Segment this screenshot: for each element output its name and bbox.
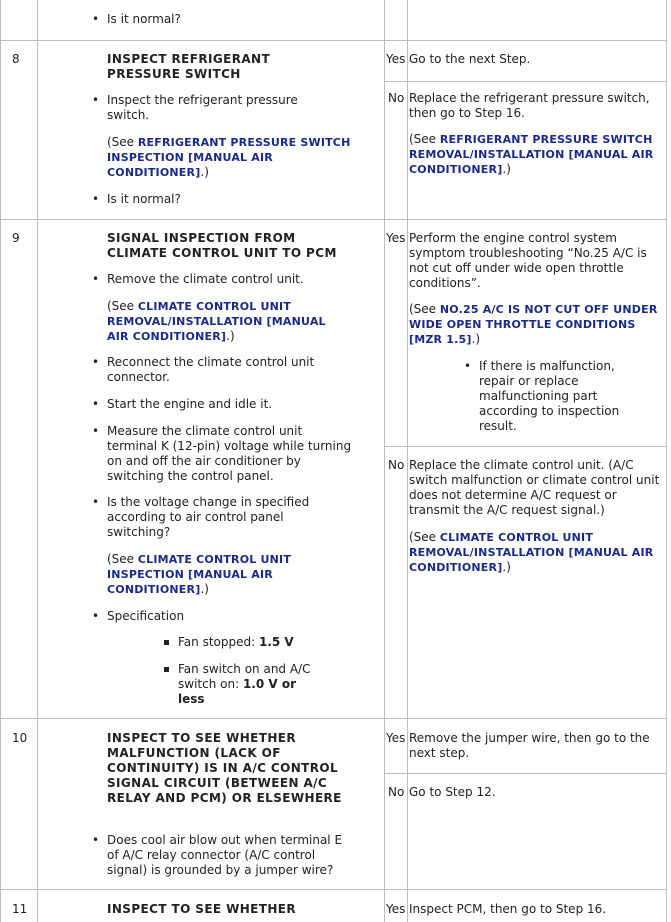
no-label: No xyxy=(388,458,405,472)
yes-action: Go to the next Step. xyxy=(409,52,531,66)
no-action: Replace the climate control unit. (A/C switch malfunction or climate control unit does not determine A/C request or transmit the A/C request signal.) xyxy=(409,458,660,517)
climate-unit-inspection-link[interactable]: CLIMATE CONTROL UNIT INSPECTION [MANUAL AIR CONDITIONER] xyxy=(107,553,292,596)
row-divider xyxy=(0,219,667,220)
step-title: INSPECT REFRIGERANT PRESSURE SWITCH xyxy=(107,52,271,81)
no-label: No xyxy=(388,785,405,799)
yes-label: Yes xyxy=(386,52,406,66)
subrow-divider xyxy=(384,773,667,774)
question-text: • Is it normal? xyxy=(107,12,181,27)
step-number: 10 xyxy=(12,731,28,745)
step-action: • Remove the climate control unit. xyxy=(107,272,357,287)
table-border-right xyxy=(666,0,667,922)
step-title: INSPECT TO SEE WHETHER MALFUNCTION (LACK OF CONTINUITY) IS IN A/C CONTROL SIGNAL CIRCUIT (BETWEEN A/C RELAY AND PCM) OR ELSEWHERE xyxy=(107,731,342,805)
row-divider xyxy=(0,718,667,719)
step-action: • Start the engine and idle it. xyxy=(107,397,357,412)
step-number: 11 xyxy=(12,902,28,916)
spec-item: Fan stopped: 1.5 V xyxy=(178,635,348,650)
step-number: 8 xyxy=(12,52,20,66)
sub-action: • If there is malfunction, repair or replace malfunctioning part according to inspection result. xyxy=(479,359,639,434)
step-action: • Reconnect the climate control unit connector. xyxy=(107,355,337,385)
yes-label: Yes xyxy=(386,731,406,745)
question-text: • Is it normal? xyxy=(107,192,181,207)
refrigerant-switch-removal-link[interactable]: REFRIGERANT PRESSURE SWITCH REMOVAL/INSTALLATION [MANUAL AIR CONDITIONER] xyxy=(409,133,654,176)
column-divider-action xyxy=(407,0,408,922)
refrigerant-switch-inspection-link[interactable]: REFRIGERANT PRESSURE SWITCH INSPECTION [MANUAL AIR CONDITIONER] xyxy=(107,136,351,179)
no-label: No xyxy=(388,91,405,105)
yes-action: Remove the jumper wire, then go to the next step. xyxy=(409,731,650,760)
subrow-divider xyxy=(384,446,667,447)
step-number: 9 xyxy=(12,231,20,245)
see-reference: (See NO.25 A/C IS NOT CUT OFF UNDER WIDE OPEN THROTTLE CONDITIONS [MZR 1.5].) xyxy=(409,302,658,346)
step-action: • Is the voltage change in specified according to air control panel switching? xyxy=(107,495,332,540)
see-reference: (See CLIMATE CONTROL UNIT INSPECTION [MANUAL AIR CONDITIONER].) xyxy=(107,552,292,596)
see-reference: (See REFRIGERANT PRESSURE SWITCH INSPECTION [MANUAL AIR CONDITIONER].) xyxy=(107,135,351,179)
subrow-divider xyxy=(384,81,667,82)
climate-unit-removal-link[interactable]: CLIMATE CONTROL UNIT REMOVAL/INSTALLATION [MANUAL AIR CONDITIONER] xyxy=(409,531,654,574)
row-divider xyxy=(0,40,667,41)
yes-label: Yes xyxy=(386,902,406,916)
yes-label: Yes xyxy=(386,231,406,245)
no-action: Replace the refrigerant pressure switch, then go to Step 16. xyxy=(409,91,650,120)
step-action: • Measure the climate control unit terminal K (12-pin) voltage while turning on and off the air conditioner by switching the control panel. xyxy=(107,424,352,484)
yes-action: Inspect PCM, then go to Step 16. xyxy=(409,902,607,916)
column-divider-result xyxy=(384,0,385,922)
spec-item: Fan switch on and A/C switch on: 1.0 V or less xyxy=(178,662,318,707)
climate-unit-removal-link[interactable]: CLIMATE CONTROL UNIT REMOVAL/INSTALLATION [MANUAL AIR CONDITIONER] xyxy=(107,300,326,343)
no-action: Go to Step 12. xyxy=(409,785,496,799)
step-title: INSPECT TO SEE WHETHER xyxy=(107,902,297,916)
column-divider-step xyxy=(37,0,38,922)
yes-action: Perform the engine control system symptom troubleshooting “No.25 A/C is not cut off under wide open throttle conditions”. xyxy=(409,231,647,290)
see-reference: (See CLIMATE CONTROL UNIT REMOVAL/INSTALLATION [MANUAL AIR CONDITIONER].) xyxy=(409,530,654,574)
specification-label: • Specification xyxy=(107,609,184,624)
see-reference: (See REFRIGERANT PRESSURE SWITCH REMOVAL/INSTALLATION [MANUAL AIR CONDITIONER].) xyxy=(409,132,654,176)
row-divider xyxy=(0,889,667,890)
step-action: • Inspect the refrigerant pressure switch. xyxy=(107,93,332,123)
see-reference: (See CLIMATE CONTROL UNIT REMOVAL/INSTALLATION [MANUAL AIR CONDITIONER].) xyxy=(107,299,326,343)
table-border-left xyxy=(0,0,1,922)
step-title: SIGNAL INSPECTION FROM CLIMATE CONTROL UNIT TO PCM xyxy=(107,231,337,260)
question-text: • Does cool air blow out when terminal E of A/C relay connector (A/C control signal) is grounded by a jumper wire? xyxy=(107,833,357,878)
no25-troubleshooting-link[interactable]: NO.25 A/C IS NOT CUT OFF UNDER WIDE OPEN THROTTLE CONDITIONS [MZR 1.5] xyxy=(409,303,658,346)
